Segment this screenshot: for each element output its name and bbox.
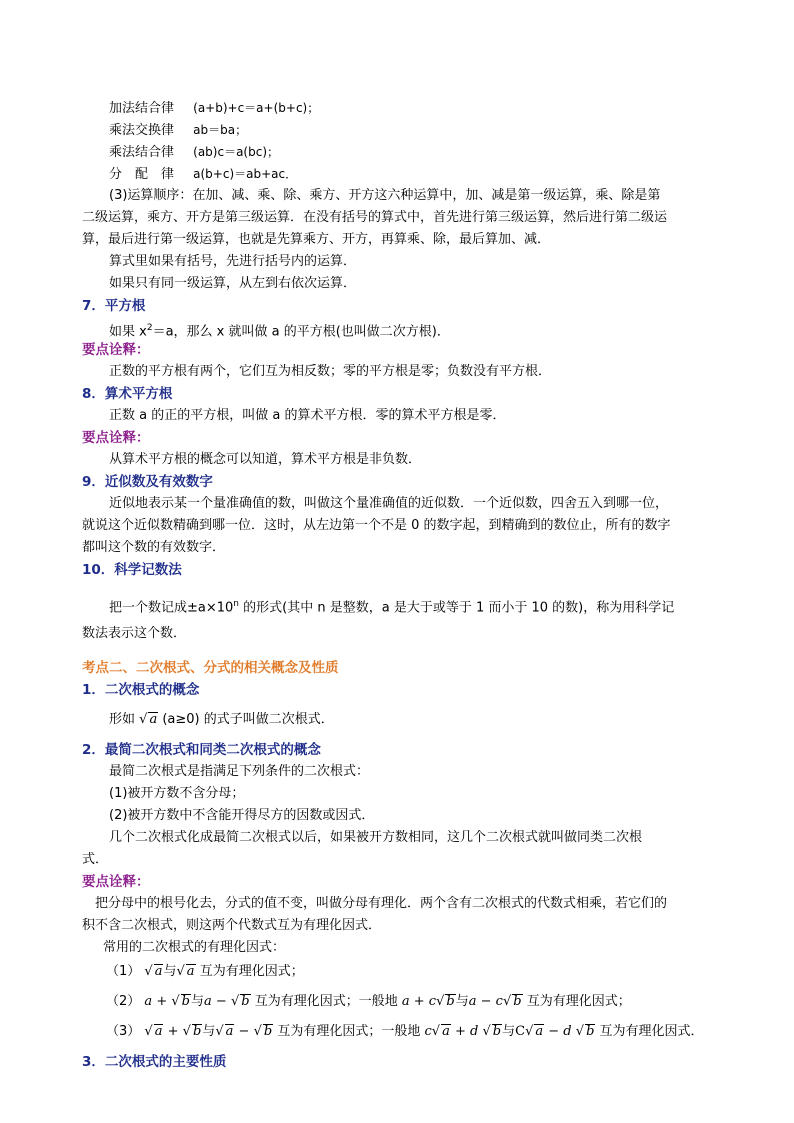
- law-formula: (ab)c＝a(bc)；: [193, 145, 280, 159]
- connector: 与: [163, 964, 177, 979]
- formula: c√ a + d √ b: [424, 1024, 502, 1039]
- rational-example-1: [106, 963, 304, 981]
- key-point-label: 要点诠释：: [82, 430, 150, 446]
- arith-root-definition: 正数 a 的正的平方根，叫做 a 的算术平方根．零的算术平方根是零．: [109, 408, 506, 423]
- connector: 与: [455, 994, 469, 1009]
- simplest-line: 式．: [82, 852, 109, 867]
- formula: a − √ b: [204, 994, 250, 1009]
- law-row-add-assoc: [109, 99, 319, 118]
- formula: a + √ b: [144, 994, 190, 1009]
- order-line: 算，最后进行第一级运算，也就是先算乘方、开方，再算乘、除，最后算加、减．: [82, 232, 551, 247]
- key-point-note: 从算术平方根的概念可以知道，算术平方根是非负数．: [109, 452, 422, 467]
- example-number: （2）: [106, 994, 141, 1009]
- formula: √ a: [144, 964, 163, 979]
- text: 互为有理化因式；一般地: [277, 1024, 421, 1039]
- formula: √ a − √ b: [215, 1024, 273, 1039]
- exponent: n: [233, 599, 240, 609]
- section-title-simplest-radical: 2．最简二次根式和同类二次根式的概念: [82, 742, 321, 758]
- section-title-sci: 10．科学记数法: [82, 562, 182, 578]
- rational-line: 积不含二次根式，则这两个代数式互为有理化因式．: [82, 918, 382, 933]
- section-title-radical: 1．二次根式的概念: [82, 682, 200, 698]
- formula: √ a: [176, 964, 195, 979]
- sci-line: 数法表示这个数．: [82, 626, 187, 641]
- text: 的式子叫做二次根式．: [203, 712, 334, 727]
- sci-line: [109, 595, 674, 617]
- text: 互为有理化因式；: [199, 964, 304, 979]
- law-row-mul-assoc: [109, 143, 279, 162]
- simplest-line: 几个二次根式化成最简二次根式以后，如果被开方数相同，这几个二次根式就叫做同类二次根: [109, 830, 643, 845]
- approx-line: 近似地表示某一个量准确值的数，叫做这个量准确值的近似数．一个近似数，四舍五入到哪一位，: [109, 496, 669, 511]
- radicand: a: [149, 712, 158, 727]
- connector: 与: [190, 994, 204, 1009]
- order-line: 二级运算，乘方、开方是第三级运算．在没有括号的算式中，首先进行第三级运算，然后进行第二级运: [82, 210, 668, 225]
- connector: 与: [202, 1024, 216, 1039]
- section-title-arith-root: 8．算术平方根: [82, 386, 173, 402]
- formula: a − c√ b: [468, 994, 522, 1009]
- text: 互为有理化因式；: [526, 994, 631, 1009]
- law-name: 加法结合律: [109, 101, 175, 116]
- rational-example-3: [106, 1023, 704, 1041]
- example-number: （3）: [106, 1024, 141, 1039]
- text: 的形式(其中 n 是整数，a 是大于或等于 1 而小于 10 的数)，称为用科学记: [239, 600, 675, 616]
- law-row-mul-comm: [109, 121, 247, 140]
- section-title-square-root: 7．平方根: [82, 298, 146, 314]
- rational-line: 常用的二次根式的有理化因式：: [103, 940, 286, 955]
- formula: a + c√ b: [401, 994, 455, 1009]
- topic-title: 考点二、二次根式、分式的相关概念及性质: [82, 660, 339, 676]
- simplest-condition: (2)被开方数中不含能开得尽方的因数或因式．: [109, 808, 375, 823]
- simplest-line: 最简二次根式是指满足下列条件的二次根式：: [109, 764, 370, 779]
- law-name: 乘法结合律: [109, 145, 175, 160]
- formula: √ a + √ b: [144, 1024, 202, 1039]
- key-point-note: 正数的平方根有两个，它们互为相反数；零的平方根是零；负数没有平方根．: [109, 364, 552, 379]
- text: 互为有理化因式；一般地: [254, 994, 398, 1009]
- law-formula: ab＝ba；: [193, 123, 248, 137]
- rational-example-2: [106, 993, 631, 1011]
- connector: 与: [502, 1024, 516, 1039]
- rational-line: 把分母中的根号化去，分式的值不变，叫做分母有理化．两个含有二次根式的代数式相乘，若它们的: [95, 896, 668, 911]
- law-formula: (a+b)+c＝a+(b+c)；: [193, 101, 320, 115]
- text: 把一个数记成±a×10: [109, 600, 234, 616]
- approx-line: 就说这个近似数精确到哪一位．这时，从左边第一个不是 0 的数字起，到精确到的数位止，所有的数字: [82, 518, 671, 533]
- radical-definition: 形如 √ a (a≥0) 的式子叫做二次根式．: [109, 712, 334, 727]
- example-number: （1）: [106, 964, 141, 979]
- text: ＝a，那么 x 就叫做 a 的平方根(也叫做二次方根)．: [152, 324, 450, 340]
- section-title-approx: 9．近似数及有效数字: [82, 474, 213, 490]
- key-point-label: 要点诠释：: [82, 342, 150, 358]
- text: 互为有理化因式．: [599, 1024, 704, 1039]
- text: 如果 x: [109, 324, 147, 340]
- law-name: 分 配 律: [109, 167, 175, 182]
- law-formula: a(b+c)＝ab+ac．: [193, 167, 298, 181]
- law-name: 乘法交换律: [109, 123, 175, 138]
- text: 形如: [109, 712, 136, 727]
- square-root-definition: [109, 319, 450, 341]
- key-point-label: 要点诠释：: [82, 874, 150, 890]
- simplest-condition: (1)被开方数不含分母；: [109, 786, 245, 801]
- exponent: 2: [146, 323, 153, 333]
- order-line: 算式里如果有括号，先进行括号内的运算．: [109, 254, 357, 269]
- condition: (a≥0): [162, 712, 200, 727]
- formula: C√ a − d √ b: [515, 1024, 595, 1039]
- law-row-distrib: [109, 165, 297, 184]
- section-title-radical-properties: 3．二次根式的主要性质: [82, 1054, 227, 1070]
- order-line: 如果只有同一级运算，从左到右依次运算．: [109, 276, 357, 291]
- order-line: (3)运算顺序：在加、减、乘、除、乘方、开方这六种运算中，加、减是第一级运算，乘、除是第: [109, 188, 661, 203]
- approx-line: 都叫这个数的有效数字．: [82, 540, 226, 555]
